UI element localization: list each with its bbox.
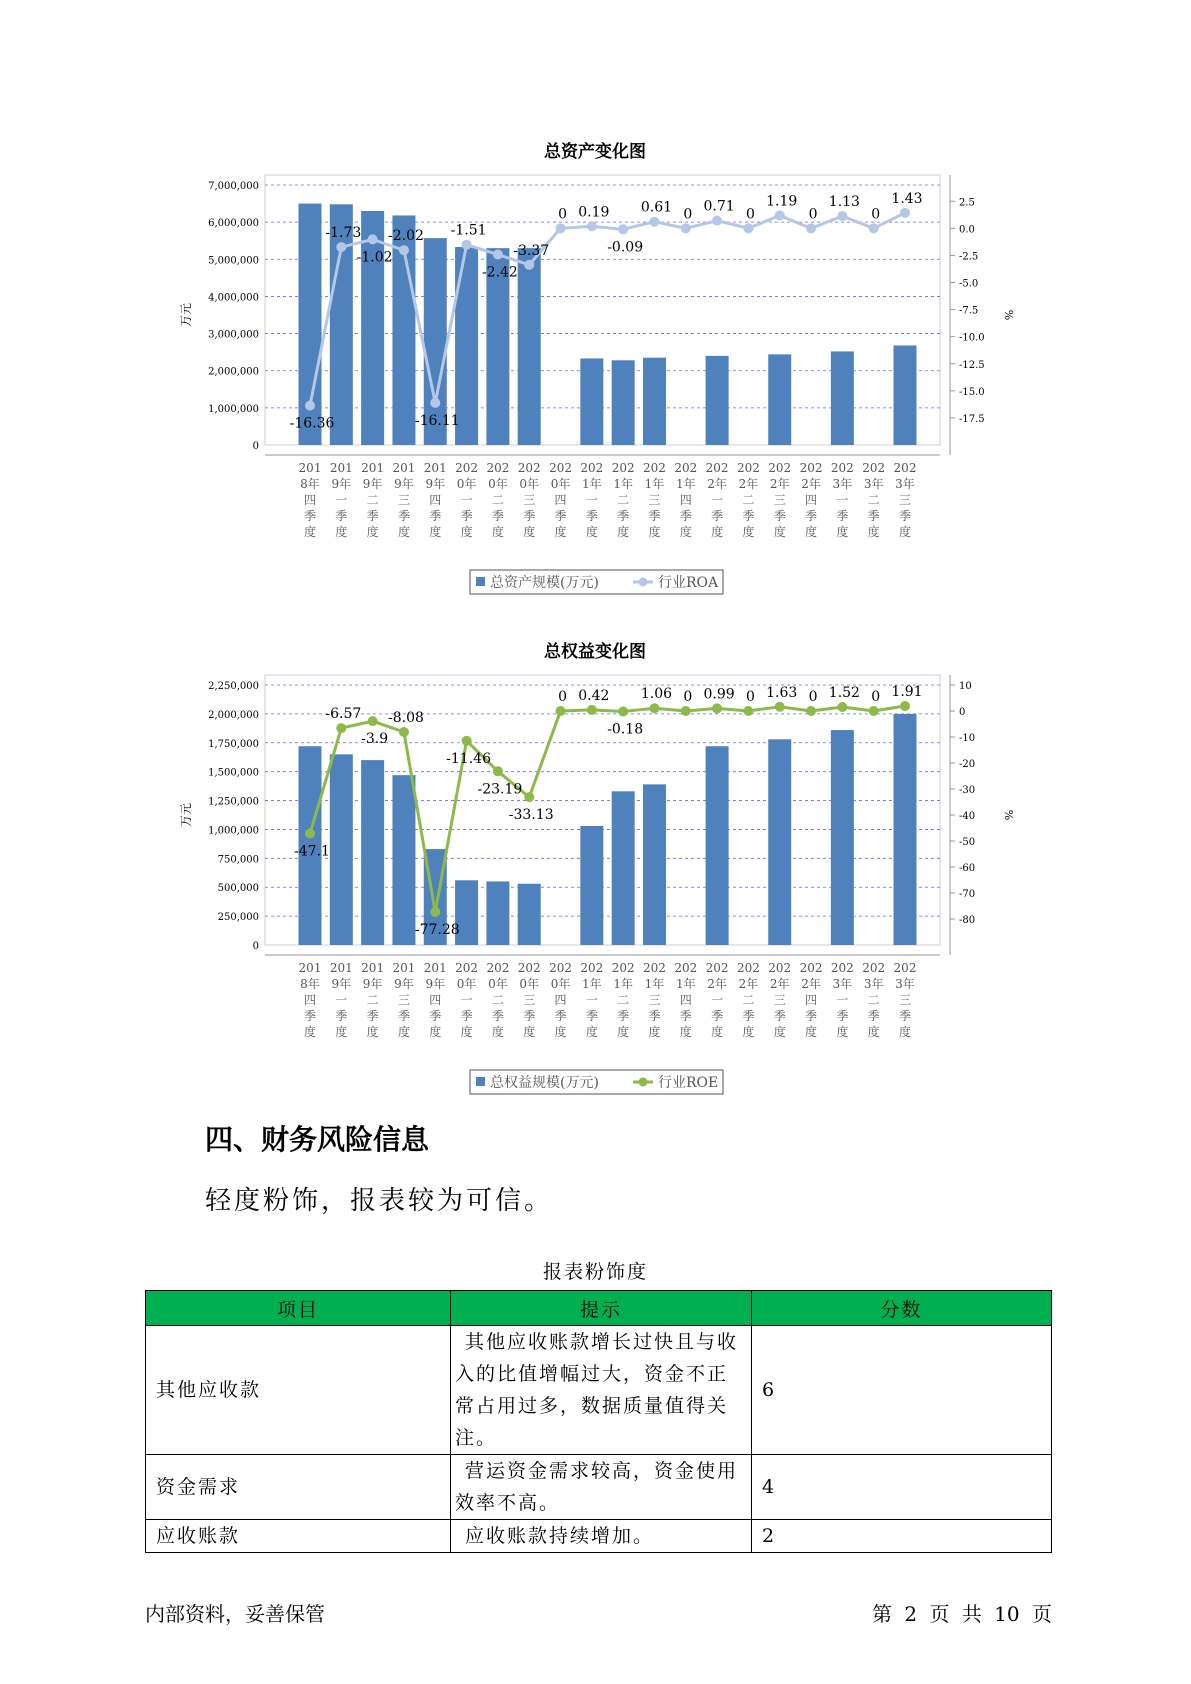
x-tick-label: 202 1年三季度 (643, 461, 666, 539)
bar (768, 354, 791, 445)
y2-axis-title: % (1002, 809, 1015, 821)
data-label: -3.37 (513, 242, 550, 259)
y2-tick-label: 0.0 (959, 224, 975, 236)
bar (580, 358, 603, 445)
y2-tick-label: -10.0 (959, 332, 985, 344)
y-tick-label: 2,000,000 (208, 366, 259, 378)
bar (612, 791, 635, 945)
line-point (399, 727, 409, 737)
data-label: 1.91 (891, 684, 923, 701)
row-item: 资金需求 (146, 1455, 451, 1520)
x-tick-label: 202 0年二季度 (486, 461, 510, 539)
x-tick-label: 202 2年一季度 (705, 461, 729, 539)
legend-bar-swatch (476, 577, 485, 586)
line-point (681, 223, 691, 233)
line-point (368, 234, 378, 244)
bar (392, 775, 415, 945)
line-point (587, 705, 597, 715)
x-tick-label: 202 2年四季度 (799, 461, 823, 539)
footer-note: 内部资料，妥善保管 (145, 1602, 325, 1626)
x-tick-label: 202 0年三季度 (517, 461, 541, 539)
section-text: 轻度粉饰，报表较为可信。 (205, 1186, 554, 1216)
x-tick-label: 201 9年二季度 (361, 961, 385, 1039)
line-point (900, 701, 910, 711)
data-label: 0 (808, 206, 818, 223)
x-tick-label: 202 0年一季度 (455, 961, 479, 1039)
line-point (775, 210, 785, 220)
row-item: 应收账款 (146, 1520, 451, 1553)
y-tick-label: 1,500,000 (208, 767, 259, 779)
x-tick-label: 202 3年三季度 (893, 961, 917, 1039)
line-point (649, 217, 659, 227)
bar (894, 714, 917, 945)
x-tick-label: 202 2年四季度 (799, 961, 823, 1039)
data-label: -33.13 (508, 807, 554, 824)
data-label: 0.99 (703, 686, 735, 703)
row-hint: 营运资金需求较高，资金使用效率不高。 (451, 1455, 752, 1520)
bar (768, 739, 791, 945)
total-equity-chart-svg (0, 630, 1191, 1100)
legend (470, 570, 723, 594)
y-tick-label: 3,000,000 (208, 329, 259, 341)
line-point (399, 245, 409, 255)
y-tick-label: 7,000,000 (208, 181, 259, 192)
section-title: 四、财务风险信息 (205, 1123, 430, 1156)
data-label: 0 (558, 689, 567, 705)
data-label: 0.71 (703, 198, 735, 215)
data-label: 1.06 (640, 686, 673, 703)
line-point (556, 223, 566, 233)
line-point (775, 702, 785, 712)
x-tick-label: 202 0年二季度 (486, 961, 510, 1039)
y-tick-label: 4,000,000 (208, 292, 259, 304)
table-caption: 报表粉饰度 (542, 1261, 648, 1283)
line-point (556, 706, 566, 716)
data-label: -8.08 (387, 710, 424, 727)
x-tick-label: 201 9年一季度 (329, 461, 353, 539)
x-tick-label: 201 9年二季度 (361, 461, 385, 539)
line-point (618, 224, 628, 234)
line-point (462, 240, 472, 250)
line-point (649, 703, 659, 713)
bar (518, 248, 541, 445)
line-point (743, 706, 753, 716)
line-point (837, 211, 847, 221)
chart-title: 总权益变化图 (544, 642, 646, 662)
bar (706, 356, 729, 445)
bar (706, 746, 729, 945)
line-point (305, 828, 315, 838)
header-hint: 提示 (451, 1291, 752, 1326)
data-label: 1.13 (828, 194, 860, 211)
line-point (806, 706, 816, 716)
legend-bar-label: 总权益规模(万元) (490, 1075, 599, 1091)
x-tick-label: 202 3年二季度 (862, 461, 886, 539)
legend-line-label: 行业ROA (658, 575, 719, 591)
bar (894, 345, 917, 445)
x-tick-label: 201 9年四季度 (423, 961, 447, 1039)
risk-table (145, 1290, 1052, 1553)
bar (361, 760, 384, 945)
x-tick-label: 202 2年二季度 (736, 961, 760, 1039)
row-item: 其他应收款 (146, 1326, 451, 1455)
data-label: -2.02 (387, 228, 424, 245)
row-score: 2 (752, 1520, 1052, 1553)
y-tick-label: 1,000,000 (208, 825, 259, 837)
y2-tick-label: -60 (959, 863, 976, 874)
x-tick-label: 202 3年一季度 (830, 461, 854, 539)
line-point (524, 260, 534, 270)
line-point (900, 208, 910, 218)
y2-tick-label: -2.5 (959, 251, 979, 263)
y2-tick-label: -5.0 (959, 278, 979, 290)
x-tick-label: 202 1年三季度 (643, 961, 666, 1039)
x-tick-label: 202 3年三季度 (893, 461, 917, 539)
y-tick-label: 500,000 (217, 883, 259, 895)
line-point (587, 221, 597, 231)
chart-title: 总资产变化图 (544, 142, 646, 162)
data-label: 0 (871, 206, 881, 223)
x-tick-label: 202 0年四季度 (549, 461, 572, 539)
data-label: -1.02 (356, 249, 393, 266)
y2-tick-label: -20 (959, 759, 976, 770)
bar (612, 360, 635, 445)
data-label: 0 (683, 206, 693, 223)
y-axis-title: 万元 (179, 302, 193, 328)
y2-tick-label: -80 (959, 915, 976, 926)
line-point (712, 216, 722, 226)
data-label: -2.42 (481, 264, 518, 281)
line-point (336, 723, 346, 733)
row-hint: 应收账款持续增加。 (451, 1520, 752, 1553)
x-tick-label: 202 1年二季度 (611, 961, 635, 1039)
y-tick-label: 5,000,000 (208, 255, 259, 267)
data-label: -23.19 (477, 781, 523, 798)
data-label: -47.1 (294, 843, 330, 860)
y-tick-label: 0 (252, 441, 259, 452)
line-point (430, 398, 440, 408)
line-point (681, 706, 691, 716)
row-hint: 其他应收账款增长过快且与收入的比值增幅过大，资金不正常占用过多，数据质量值得关注。 (451, 1326, 752, 1455)
y2-tick-label: 0 (959, 707, 966, 718)
y2-tick-label: 10 (959, 681, 972, 692)
data-label: -77.28 (414, 921, 460, 938)
data-label: -11.46 (446, 750, 491, 767)
data-label: -1.51 (450, 222, 487, 239)
x-tick-label: 201 8年四季度 (298, 461, 322, 539)
y2-tick-label: -50 (959, 837, 976, 848)
data-label: -3.9 (361, 731, 389, 748)
x-tick-label: 202 2年三季度 (768, 961, 792, 1039)
table-row (146, 1455, 1052, 1520)
x-tick-label: 202 1年一季度 (580, 461, 604, 539)
y-tick-label: 250,000 (217, 912, 259, 924)
data-label: 0 (558, 206, 567, 223)
table-header-row (146, 1291, 1052, 1326)
x-tick-label: 202 1年一季度 (580, 961, 604, 1039)
bar (831, 730, 854, 945)
legend-line-marker (639, 1078, 648, 1087)
bar (361, 211, 384, 445)
y-tick-label: 2,250,000 (208, 681, 259, 692)
line-point (462, 736, 472, 746)
total-assets-chart (0, 130, 1191, 600)
y-tick-label: 1,000,000 (208, 403, 259, 415)
data-label: 0.61 (640, 199, 673, 216)
bar (330, 754, 353, 945)
bar (518, 884, 541, 945)
x-tick-label: 202 1年四季度 (674, 461, 698, 539)
data-label: -1.73 (325, 225, 362, 242)
y2-tick-label: -15.0 (959, 386, 985, 398)
bar (643, 358, 666, 445)
line-point (743, 223, 753, 233)
x-tick-label: 202 0年一季度 (455, 461, 479, 539)
y2-tick-label: 2.5 (959, 197, 975, 209)
legend-line-label: 行业ROE (658, 1075, 719, 1091)
table-row (146, 1326, 1052, 1455)
x-tick-label: 201 8年四季度 (298, 961, 322, 1039)
bar (486, 881, 509, 945)
data-label: 0 (745, 206, 755, 223)
bar (643, 784, 666, 945)
line-point (493, 766, 503, 776)
line-point (869, 223, 879, 233)
x-tick-label: 201 9年三季度 (392, 461, 416, 539)
row-score: 4 (752, 1455, 1052, 1520)
y-tick-label: 750,000 (217, 854, 259, 866)
table-row (146, 1520, 1052, 1553)
line-point (618, 706, 628, 716)
line-point (368, 716, 378, 726)
y-tick-label: 0 (252, 941, 259, 952)
data-label: 1.19 (766, 193, 798, 210)
y2-tick-label: -17.5 (959, 413, 985, 425)
y2-tick-label: -7.5 (959, 305, 979, 317)
y-axis-title: 万元 (179, 802, 193, 828)
line-point (837, 702, 847, 712)
x-tick-label: 202 3年一季度 (830, 961, 854, 1039)
data-label: -6.57 (325, 706, 362, 723)
total-equity-chart (0, 630, 1191, 1100)
line-point (524, 792, 534, 802)
x-tick-label: 202 2年二季度 (736, 461, 760, 539)
legend-line-marker (639, 578, 648, 587)
data-label: 0 (683, 689, 693, 705)
legend (470, 1070, 723, 1094)
x-tick-label: 202 2年一季度 (705, 961, 729, 1039)
line-point (806, 223, 816, 233)
y-tick-label: 6,000,000 (208, 218, 259, 230)
y2-tick-label: -12.5 (959, 359, 985, 371)
legend-bar-label: 总资产规模(万元) (490, 575, 599, 591)
line-point (493, 250, 503, 260)
y2-tick-label: -70 (959, 889, 976, 900)
data-label: -0.18 (607, 721, 644, 738)
line-point (430, 907, 440, 917)
page-number: 第 2 页 共 10 页 (872, 1602, 1052, 1626)
row-score: 6 (752, 1326, 1052, 1455)
y2-tick-label: -10 (959, 733, 976, 744)
data-label: 0 (808, 689, 818, 705)
line-point (336, 242, 346, 252)
line-point (712, 703, 722, 713)
header-score: 分数 (752, 1291, 1052, 1326)
x-tick-label: 201 9年一季度 (329, 961, 353, 1039)
x-tick-label: 201 9年四季度 (423, 461, 447, 539)
data-label: 1.63 (766, 684, 798, 701)
total-assets-chart-svg (0, 130, 1191, 600)
line-point (305, 401, 315, 411)
data-label: 0.42 (578, 687, 610, 704)
y2-tick-label: -30 (959, 785, 976, 796)
data-label: 0.19 (578, 204, 610, 221)
line-point (869, 706, 879, 716)
y2-axis-title: % (1002, 309, 1015, 321)
data-label: 0 (745, 689, 755, 705)
data-label: -16.36 (289, 415, 335, 432)
data-label: 1.43 (891, 190, 923, 207)
y-tick-label: 2,000,000 (208, 709, 259, 721)
data-label: -0.09 (607, 239, 644, 256)
data-label: 0 (871, 689, 881, 705)
x-tick-label: 202 1年二季度 (611, 461, 635, 539)
x-tick-label: 202 2年三季度 (768, 461, 792, 539)
x-tick-label: 202 3年二季度 (862, 961, 886, 1039)
bar (831, 351, 854, 445)
y-tick-label: 1,250,000 (208, 796, 259, 808)
header-item: 项目 (146, 1291, 451, 1326)
x-tick-label: 202 1年四季度 (674, 961, 698, 1039)
x-tick-label: 202 0年三季度 (517, 961, 541, 1039)
x-tick-label: 201 9年三季度 (392, 961, 416, 1039)
data-label: 1.52 (828, 685, 860, 702)
bar (580, 826, 603, 945)
data-label: -16.11 (414, 412, 460, 429)
legend-bar-swatch (476, 1077, 485, 1086)
y2-tick-label: -40 (959, 811, 976, 822)
y-tick-label: 1,750,000 (208, 738, 259, 750)
x-tick-label: 202 0年四季度 (549, 961, 572, 1039)
